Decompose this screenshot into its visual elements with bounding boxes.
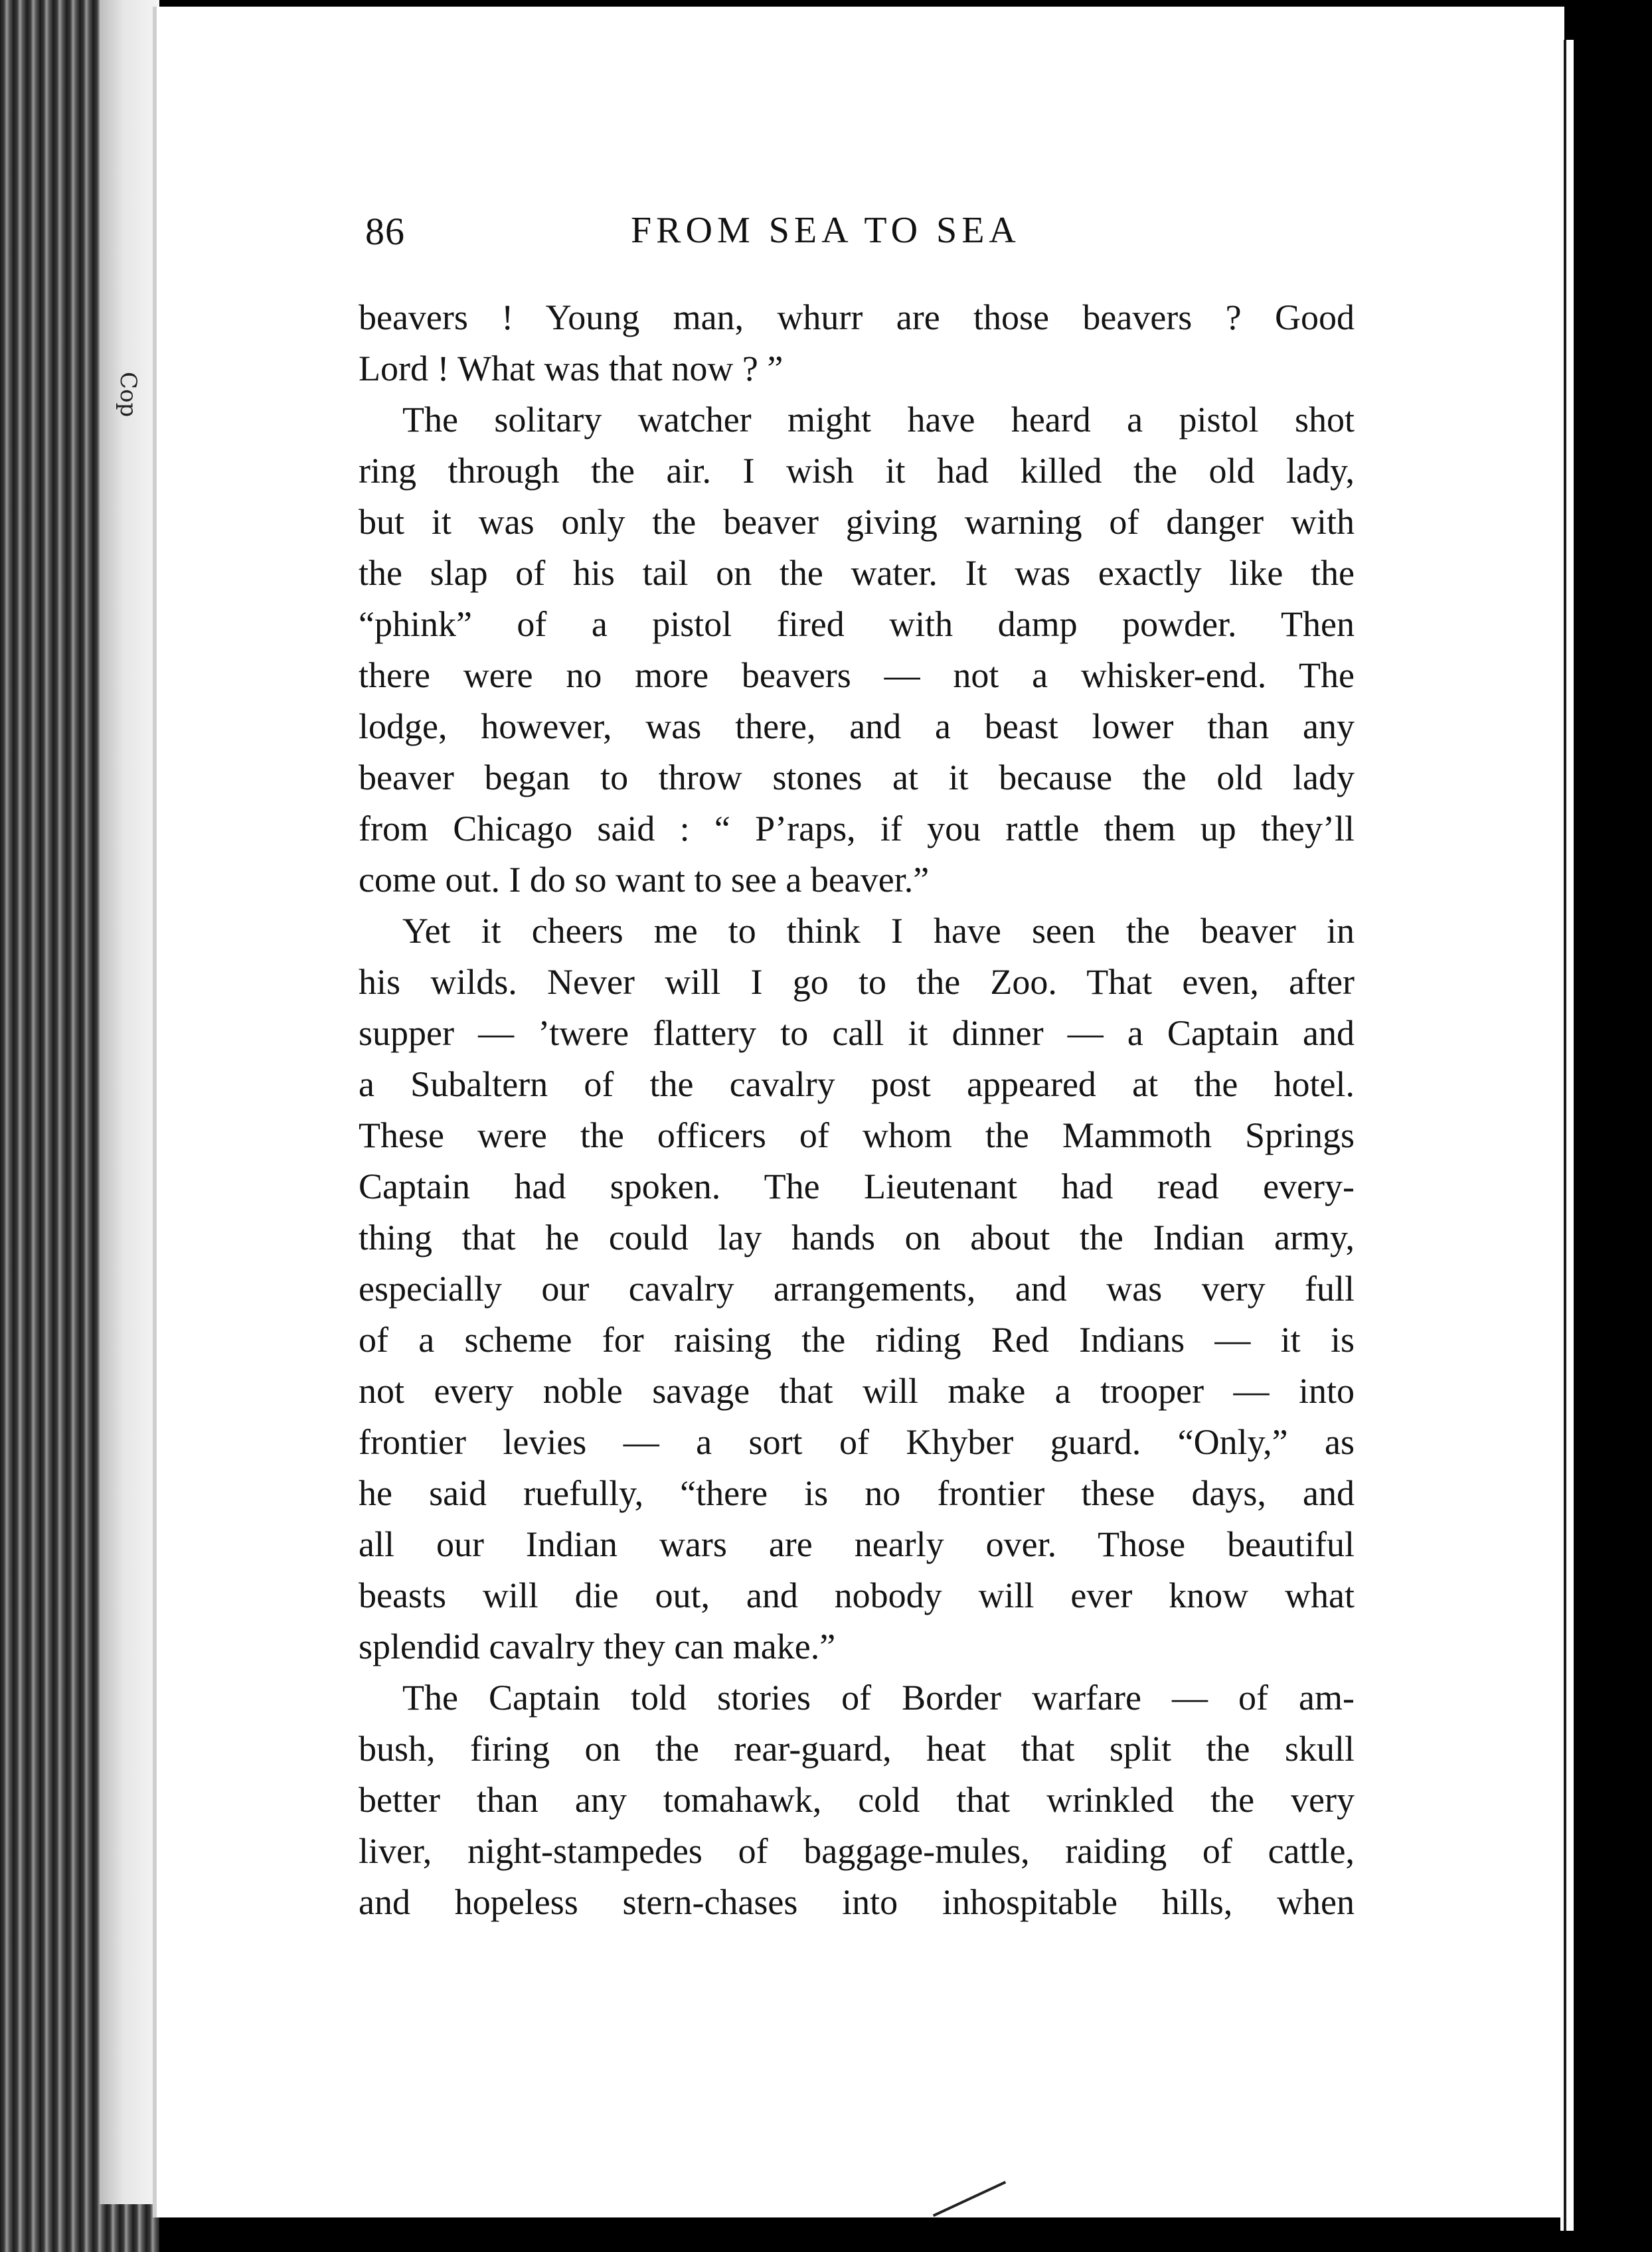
page-edge-highlight (100, 0, 159, 2204)
body-text (359, 292, 1355, 1928)
text-line: splendid cavalry they can make.” (359, 1627, 836, 1666)
text-line: The solitary watcher might have heard a pistol shot (402, 400, 1355, 440)
text-line: but it was only the beaver giving warning of danger with (359, 502, 1355, 542)
text-line: thing that he could lay hands on about the Indian army, (359, 1218, 1355, 1257)
text-line: he said ruefully, “there is no frontier these days, and (359, 1473, 1355, 1513)
facing-page-edge-line (1564, 40, 1566, 2231)
text-line: from Chicago said : “ P’raps, if you rattle them up they’ll (359, 809, 1355, 848)
text-line: especially our cavalry arrangements, and was very full (359, 1269, 1355, 1309)
text-line: come out. I do so want to see a beaver.” (359, 860, 930, 900)
text-line: the slap of his tail on the water. It was exactly like the (359, 553, 1355, 593)
text-line: ring through the air. I wish it had killed the old lady, (359, 451, 1355, 491)
page-number: 86 (365, 210, 405, 253)
text-line: “phink” of a pistol fired with damp powder. Then (359, 604, 1355, 644)
text-line: not every noble savage that will make a trooper — into (359, 1371, 1355, 1411)
running-title: FROM SEA TO SEA (631, 210, 1021, 251)
text-line: beaver began to throw stones at it because the old lady (359, 758, 1355, 797)
text-line: Yet it cheers me to think I have seen the beaver in (402, 911, 1355, 951)
text-line: a Subaltern of the cavalry post appeared at the hotel. (359, 1064, 1355, 1104)
margin-handwriting: Cop (115, 372, 141, 418)
text-line: his wilds. Never will I go to the Zoo. That even, after (359, 962, 1355, 1002)
text-line: beavers ! Young man, whurr are those beavers ? Good (359, 297, 1355, 337)
text-line: These were the officers of whom the Mammoth Springs (359, 1115, 1355, 1155)
facing-page-strip (1560, 40, 1574, 2231)
text-line: Lord ! What was that now ? ” (359, 349, 784, 388)
text-line: bush, firing on the rear-guard, heat that split the skull (359, 1729, 1355, 1769)
text-line: better than any tomahawk, cold that wrinkled the very (359, 1780, 1355, 1820)
text-line: and hopeless stern-chases into inhospitable hills, when (359, 1882, 1355, 1922)
text-line: supper — ’twere flattery to call it dinner — a Captain and (359, 1013, 1355, 1053)
page-header (365, 209, 1361, 262)
text-line: beasts will die out, and nobody will ever know what (359, 1575, 1355, 1615)
text-line: liver, night-stampedes of baggage-mules, raiding of cattle, (359, 1831, 1355, 1871)
text-line: frontier levies — a sort of Khyber guard. “Only,” as (359, 1422, 1355, 1462)
text-line: The Captain told stories of Border warfare — of am- (402, 1678, 1355, 1718)
text-line: lodge, however, was there, and a beast lower than any (359, 706, 1355, 746)
text-line: of a scheme for raising the riding Red Indians — it is (359, 1320, 1355, 1360)
text-line: Captain had spoken. The Lieutenant had read every- (359, 1166, 1355, 1206)
text-line: there were no more beavers — not a whisker-end. The (359, 655, 1355, 695)
text-line: all our Indian wars are nearly over. Those beautiful (359, 1524, 1355, 1564)
